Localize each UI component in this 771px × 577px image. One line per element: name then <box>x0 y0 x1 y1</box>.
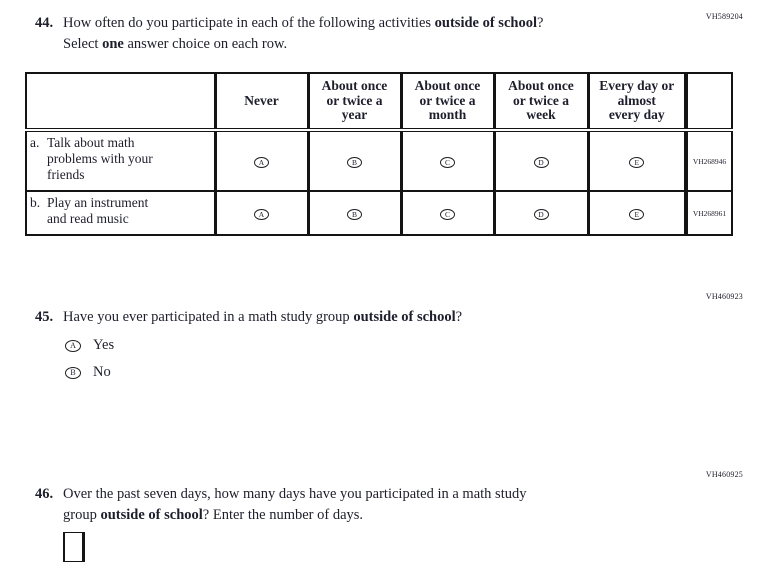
option-bubble-A[interactable]: A <box>65 340 81 352</box>
bubble-row-a-choice-e[interactable]: E <box>629 157 644 168</box>
question-46-text <box>63 484 526 526</box>
question-46-line2 <box>63 505 526 526</box>
option-bubble-B[interactable]: B <box>65 367 81 379</box>
row-b-code: VH268961 <box>686 191 732 235</box>
table-row-a <box>26 130 732 191</box>
question-44-line1 <box>63 13 543 34</box>
table-header-row <box>26 73 732 130</box>
bubble-row-b-choice-a[interactable]: A <box>254 209 269 220</box>
row-a-label <box>26 130 215 191</box>
question-45-line1-pre: Have you ever participated in a math study group <box>63 309 354 325</box>
option-no <box>65 364 111 381</box>
question-45 <box>35 307 462 328</box>
header-once-twice-year: About once or twice a year <box>308 73 401 130</box>
bubble-row-a-choice-c[interactable]: C <box>440 157 455 168</box>
option-label-yes: Yes <box>93 337 115 353</box>
header-once-twice-week: About once or twice a week <box>494 73 588 130</box>
row-b-label-text: Play an instrument and read music <box>47 195 149 226</box>
row-b-label <box>26 191 215 235</box>
header-every-day: Every day or almost every day <box>588 73 686 130</box>
question-44-line1-pre: How often do you participate in each of the following activities <box>63 15 435 31</box>
bubble-row-a-choice-d[interactable]: D <box>534 157 549 168</box>
question-46-line2-post: ? Enter the number of days. <box>202 507 364 523</box>
table-row-b <box>26 191 732 235</box>
bubble-row-a-choice-a[interactable]: A <box>254 157 269 168</box>
question-46-line2-pre: group <box>63 507 101 523</box>
row-b-letter: b. <box>30 195 41 210</box>
question-45-code: VH460923 <box>705 292 743 301</box>
question-44-line1-bold: outside of school <box>434 15 537 31</box>
question-44-line2 <box>63 34 543 55</box>
bubble-row-b-choice-c[interactable]: C <box>440 209 455 220</box>
question-44-code: VH589204 <box>705 12 743 21</box>
question-46-code: VH460925 <box>705 470 743 479</box>
question-45-text <box>63 307 462 328</box>
question-45-line1 <box>63 307 462 328</box>
header-once-twice-month: About once or twice a month <box>401 73 494 130</box>
bubble-row-b-choice-b[interactable]: B <box>347 209 362 220</box>
question-44-line2-post: answer choice on each row. <box>123 36 288 52</box>
header-never-line: Never <box>244 92 279 108</box>
question-44-number: 44. <box>35 15 54 31</box>
question-44-line2-bold: one <box>102 36 124 52</box>
row-a-label-text: Talk about math problems with your friends <box>47 135 153 182</box>
question-45-number: 45. <box>35 309 54 325</box>
question-45-line1-post: ? <box>455 309 463 325</box>
question-46-line1: Over the past seven days, how many days have you participated in a math study <box>63 486 527 502</box>
question-46-line2-bold: outside of school <box>100 507 203 523</box>
question-46 <box>35 484 526 526</box>
question-45-line1-bold: outside of school <box>353 309 456 325</box>
option-yes <box>65 337 114 354</box>
header-never <box>215 73 308 130</box>
question-46-number: 46. <box>35 486 54 502</box>
frequency-table <box>25 72 733 236</box>
bubble-row-a-choice-b[interactable]: B <box>347 157 362 168</box>
bubble-row-b-choice-d[interactable]: D <box>534 209 549 220</box>
question-44 <box>35 13 543 55</box>
question-44-text <box>63 13 543 55</box>
days-input-box[interactable] <box>63 532 85 562</box>
row-a-code: VH268946 <box>686 130 732 191</box>
option-label-no: No <box>93 364 111 380</box>
header-blank <box>26 73 215 130</box>
question-44-line2-pre: Select <box>63 36 103 52</box>
header-code-blank <box>686 73 732 130</box>
row-a-letter: a. <box>30 135 40 150</box>
question-44-line1-post: ? <box>536 15 544 31</box>
bubble-row-b-choice-e[interactable]: E <box>629 209 644 220</box>
